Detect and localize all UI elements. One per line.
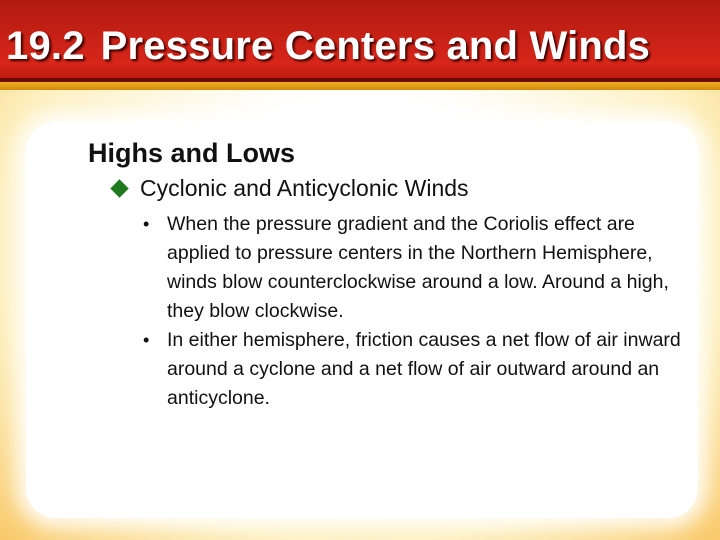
bullet-dot-icon: • (143, 330, 150, 350)
title-bar-gold-line (0, 82, 720, 90)
bullet-dot-icon: • (143, 214, 150, 234)
section-heading: Highs and Lows (88, 138, 296, 168)
bullet-list (140, 210, 700, 413)
title-bar (0, 0, 720, 90)
slide-title (6, 24, 650, 69)
list-item (140, 326, 700, 413)
title-text: Pressure Centers and Winds (100, 24, 651, 68)
subheading-text: Cyclonic and Anticyclonic Winds (140, 175, 469, 201)
section-number: 19.2 (6, 24, 85, 68)
bullet-text: In either hemisphere, friction causes a net flow of air inward around a cyclone and a net flow of air outward around an anticyclone. (167, 329, 681, 409)
subheading (110, 175, 469, 202)
bullet-text: When the pressure gradient and the Coriolis effect are applied to pressure centers in the Northern Hemisphere, winds blow counterclockwise around a low. Around a high, they blow clockwise. (167, 213, 669, 322)
list-item (140, 210, 700, 326)
diamond-bullet-icon (110, 179, 128, 197)
